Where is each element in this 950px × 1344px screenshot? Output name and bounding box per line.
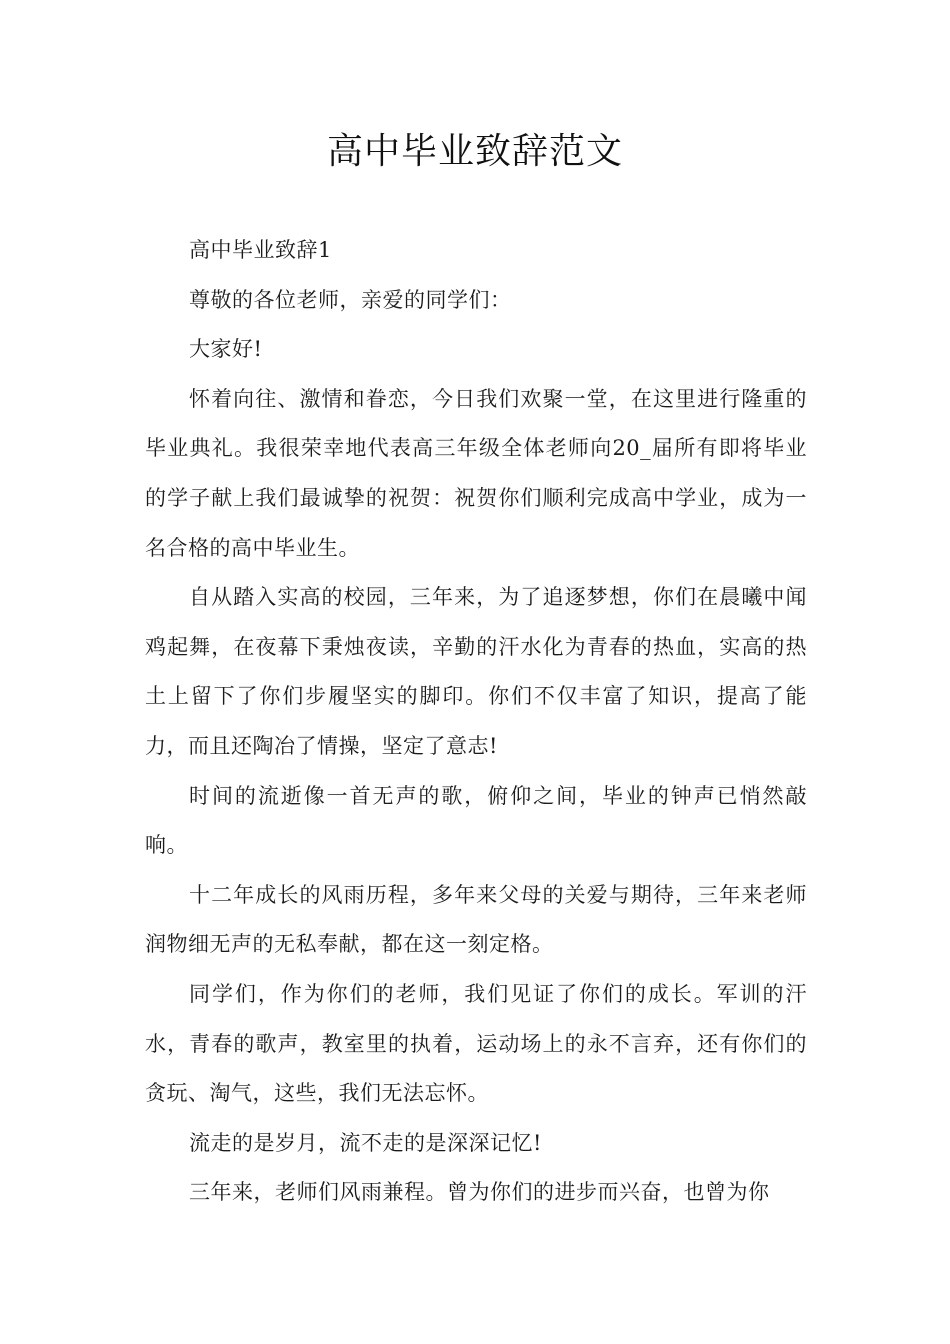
- paragraph: 三年来，老师们风雨兼程。曾为你们的进步而兴奋，也曾为你: [189, 1180, 770, 1205]
- paragraph: 时间的流逝像一首无声的歌，俯仰之间，毕业的钟声已悄然敲响。: [145, 783, 807, 858]
- greeting: 大家好!: [189, 337, 263, 362]
- paragraph: 怀着向往、激情和眷恋，今日我们欢聚一堂，在这里进行隆重的毕业典礼。我很荣幸地代表高三年级全体老师向20_届所有即将毕业的学子献上我们最诚挚的祝贺：祝贺你们顺利完成高中学业，成为一名合格的高中毕业生。: [145, 386, 807, 560]
- document-body: [145, 226, 807, 1218]
- paragraph: 同学们，作为你们的老师，我们见证了你们的成长。军训的汗水，青春的歌声，教室里的执着，运动场上的永不言弃，还有你们的贪玩、淘气，这些，我们无法忘怀。: [145, 981, 807, 1106]
- paragraph: 流走的是岁月，流不走的是深深记忆!: [189, 1130, 542, 1155]
- paragraph: 十二年成长的风雨历程，多年来父母的关爱与期待，三年来老师润物细无声的无私奉献，都在这一刻定格。: [145, 882, 807, 957]
- paragraph: 自从踏入实高的校园，三年来，为了追逐梦想，你们在晨曦中闻鸡起舞，在夜幕下秉烛夜读，辛勤的汗水化为青春的热血，实高的热土上留下了你们步履坚实的脚印。你们不仅丰富了知识，提高了能力，而且还陶冶了情操，坚定了意志!: [145, 585, 807, 758]
- speech-heading: 高中毕业致辞1: [189, 238, 332, 262]
- document-title: 高中毕业致辞范文: [326, 131, 623, 172]
- salutation: 尊敬的各位老师，亲爱的同学们：: [189, 287, 512, 312]
